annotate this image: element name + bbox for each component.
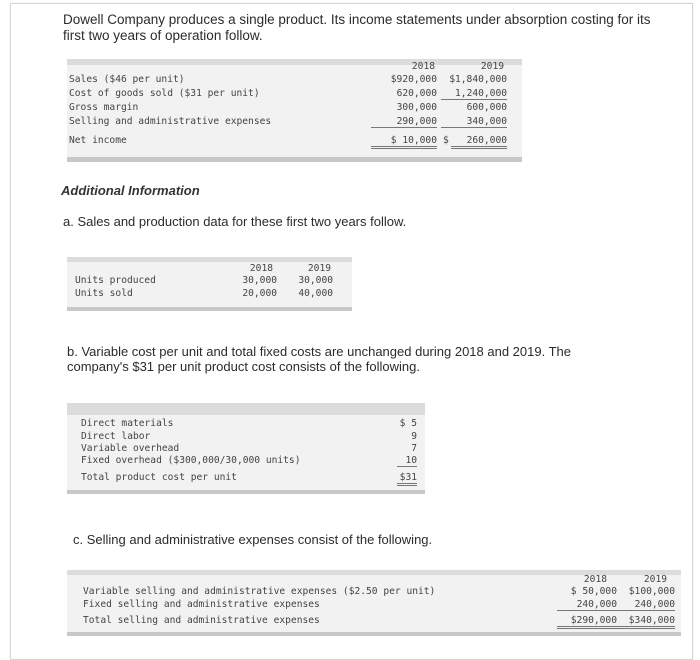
income-row-label: Selling and administrative expenses (69, 116, 272, 127)
sga-cell: $ 50,000 (570, 586, 617, 597)
sga-row-label: Fixed selling and administrative expenses (83, 599, 320, 610)
income-cell: $920,000 (390, 74, 437, 85)
product-cost-value: 10 (397, 455, 417, 467)
sga-cell: $100,000 (628, 586, 675, 597)
units-year-2018: 2018 (249, 263, 273, 274)
sga-cell: $290,000 (557, 615, 617, 629)
income-row-label: Net income (69, 135, 127, 146)
income-cell: 300,000 (396, 102, 437, 113)
units-year-2019: 2019 (307, 263, 331, 274)
part-c-text: c. Selling and administrative expenses consist of the following. (73, 532, 433, 547)
income-row-label: Cost of goods sold ($31 per unit) (69, 88, 260, 99)
sga-year-2019: 2019 (643, 574, 667, 585)
product-cost-label: Variable overhead (81, 443, 180, 454)
income-cell: 1,240,000 (441, 88, 507, 100)
sga-row-label: Total selling and administrative expenses (83, 615, 320, 626)
income-cell: 600,000 (466, 102, 507, 113)
part-b-text: b. Variable cost per unit and total fixed costs are unchanged during 2018 and 2019. The company's $31 per unit product cost consists of the following. (67, 344, 571, 374)
income-cell: 340,000 (441, 116, 507, 128)
part-a-text: a. Sales and production data for these first two years follow. (63, 214, 407, 229)
income-cell-symbol: $ (443, 135, 449, 146)
income-cell: 620,000 (396, 88, 437, 99)
product-cost-value: $31 (397, 472, 417, 486)
units-cell: 30,000 (242, 275, 277, 286)
income-cell: 290,000 (371, 116, 437, 128)
income-row-label: Sales ($46 per unit) (69, 74, 185, 85)
sga-row-label: Variable selling and administrative expenses ($2.50 per unit) (83, 586, 436, 597)
units-cell: 30,000 (298, 275, 333, 286)
sga-cell: 240,000 (617, 599, 675, 611)
income-cell: $1,840,000 (449, 74, 507, 85)
sga-cell: 240,000 (557, 599, 617, 611)
units-cell: 20,000 (242, 288, 277, 299)
units-row-label: Units produced (75, 275, 156, 286)
additional-info-heading: Additional Information (61, 183, 200, 198)
intro-text: Dowell Company produces a single product. Its income statements under absorption costing for its first two years of operation follow. (63, 12, 651, 43)
units-cell: 40,000 (298, 288, 333, 299)
income-cell: 260,000 (451, 135, 507, 149)
units-row-label: Units sold (75, 288, 133, 299)
product-cost-label: Fixed overhead ($300,000/30,000 units) (81, 455, 301, 466)
sga-year-2018: 2018 (583, 574, 607, 585)
document-page (10, 3, 693, 660)
product-cost-value: 7 (411, 443, 417, 454)
product-cost-label: Direct materials (81, 418, 174, 429)
product-cost-value: $ 5 (399, 418, 417, 429)
income-year-2018: 2018 (411, 61, 435, 72)
product-cost-value: 9 (411, 431, 417, 442)
product-cost-label: Total product cost per unit (81, 472, 237, 483)
sga-cell: $340,000 (617, 615, 675, 629)
product-cost-label: Direct labor (81, 431, 151, 442)
income-row-label: Gross margin (69, 102, 139, 113)
income-cell: $ 10,000 (371, 135, 437, 149)
income-year-2019: 2019 (480, 61, 504, 72)
